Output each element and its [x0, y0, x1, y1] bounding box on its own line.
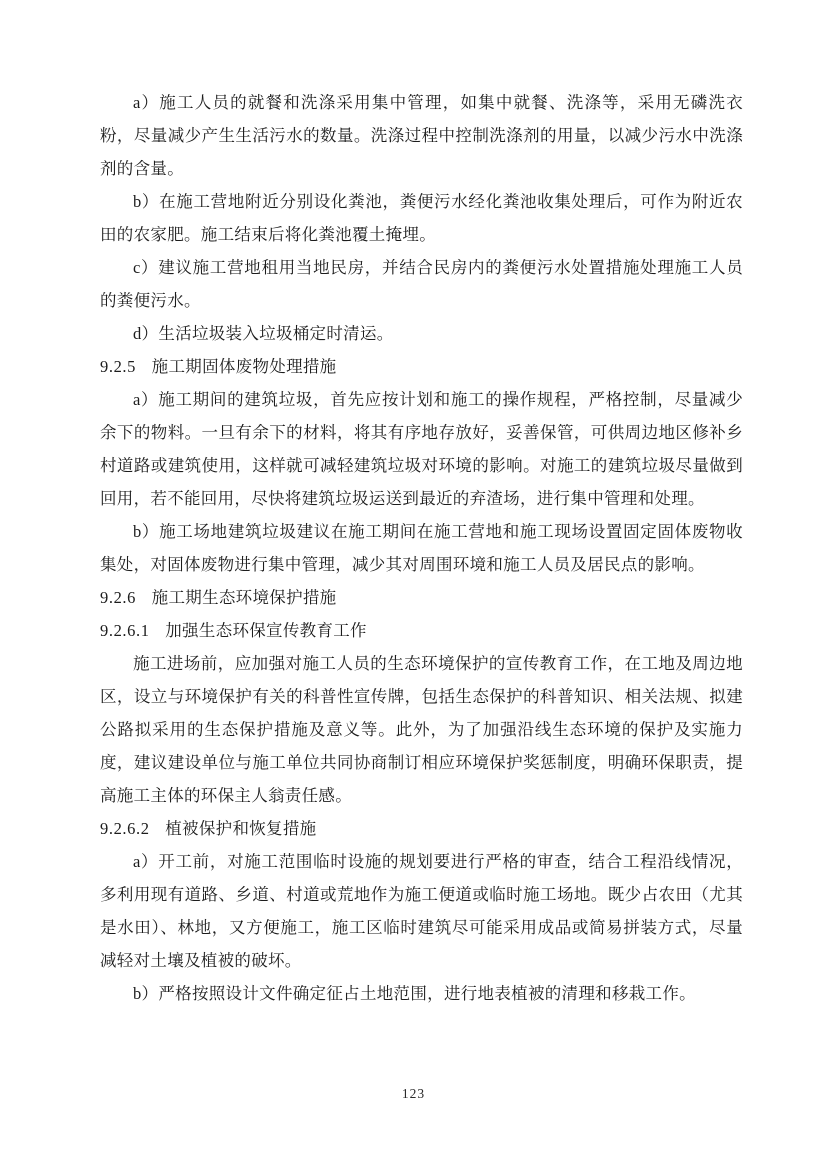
- body-paragraph: b）严格按照设计文件确定征占土地范围，进行地表植被的清理和移栽工作。: [133, 984, 696, 1003]
- document-body: [100, 86, 743, 1010]
- heading-number: 9.2.6.2: [100, 819, 150, 838]
- body-paragraph: b）施工场地建筑垃圾建议在施工期间在施工营地和施工现场设置固定固体废物收集处，对固体废物进行集中管理，减少其对周围环境和施工人员及居民点的影响。: [100, 522, 743, 574]
- body-paragraph: d）生活垃圾装入垃圾桶定时清运。: [133, 324, 394, 343]
- body-paragraph: 施工进场前，应加强对施工人员的生态环境保护的宣传教育工作，在工地及周边地区，设立与环境保护有关的科普性宣传牌，包括生态保护的科普知识、相关法规、拟建公路拟采用的生态保护措施及意义等。此外，为了加强沿线生态环境的保护及实施力度，建议建设单位与施工单位共同协商制订相应环境保护奖惩制度，明确环保职责，提高施工主体的环保主人翁责任感。: [100, 654, 743, 805]
- heading-number: 9.2.6.1: [100, 621, 150, 640]
- heading-number: 9.2.5: [100, 357, 136, 376]
- page-number: 123: [401, 1086, 426, 1101]
- body-paragraph: b）在施工营地附近分别设化粪池，粪便污水经化粪池收集处理后，可作为附近农田的农家肥。施工结束后将化粪池覆土掩埋。: [100, 192, 743, 244]
- body-paragraph: a）施工期间的建筑垃圾，首先应按计划和施工的操作规程，严格控制，尽量减少余下的物料。一旦有余下的材料，将其有序地存放好，妥善保管，可供周边地区修补乡村道路或建筑使用，这样就可减轻建筑垃圾对环境的影响。对施工的建筑垃圾尽量做到回用，若不能回用，尽快将建筑垃圾运送到最近的弃渣场，进行集中管理和处理。: [100, 390, 743, 508]
- heading-text: 施工期固体废物处理措施: [151, 357, 337, 376]
- heading-text: 施工期生态环境保护措施: [151, 588, 337, 607]
- section-heading: [100, 614, 743, 647]
- heading-number: 9.2.6: [100, 588, 136, 607]
- section-heading: [100, 581, 743, 614]
- section-heading: [100, 350, 743, 383]
- body-paragraph: a）开工前，对施工范围临时设施的规划要进行严格的审查，结合工程沿线情况，多利用现有道路、乡道、村道或荒地作为施工便道或临时施工场地。既少占农田（尤其是水田）、林地，又方便施工，施工区临时建筑尽可能采用成品或简易拼装方式，尽量减轻对土壤及植被的破坏。: [100, 852, 743, 970]
- body-paragraph: a）施工人员的就餐和洗涤采用集中管理，如集中就餐、洗涤等，采用无磷洗衣粉，尽量减少产生生活污水的数量。洗涤过程中控制洗涤剂的用量，以减少污水中洗涤剂的含量。: [100, 93, 743, 178]
- section-heading: [100, 812, 743, 845]
- heading-text: 植被保护和恢复措施: [165, 819, 317, 838]
- body-paragraph: c）建议施工营地租用当地民房，并结合民房内的粪便污水处置措施处理施工人员的粪便污水。: [100, 258, 743, 310]
- heading-text: 加强生态环保宣传教育工作: [165, 621, 367, 640]
